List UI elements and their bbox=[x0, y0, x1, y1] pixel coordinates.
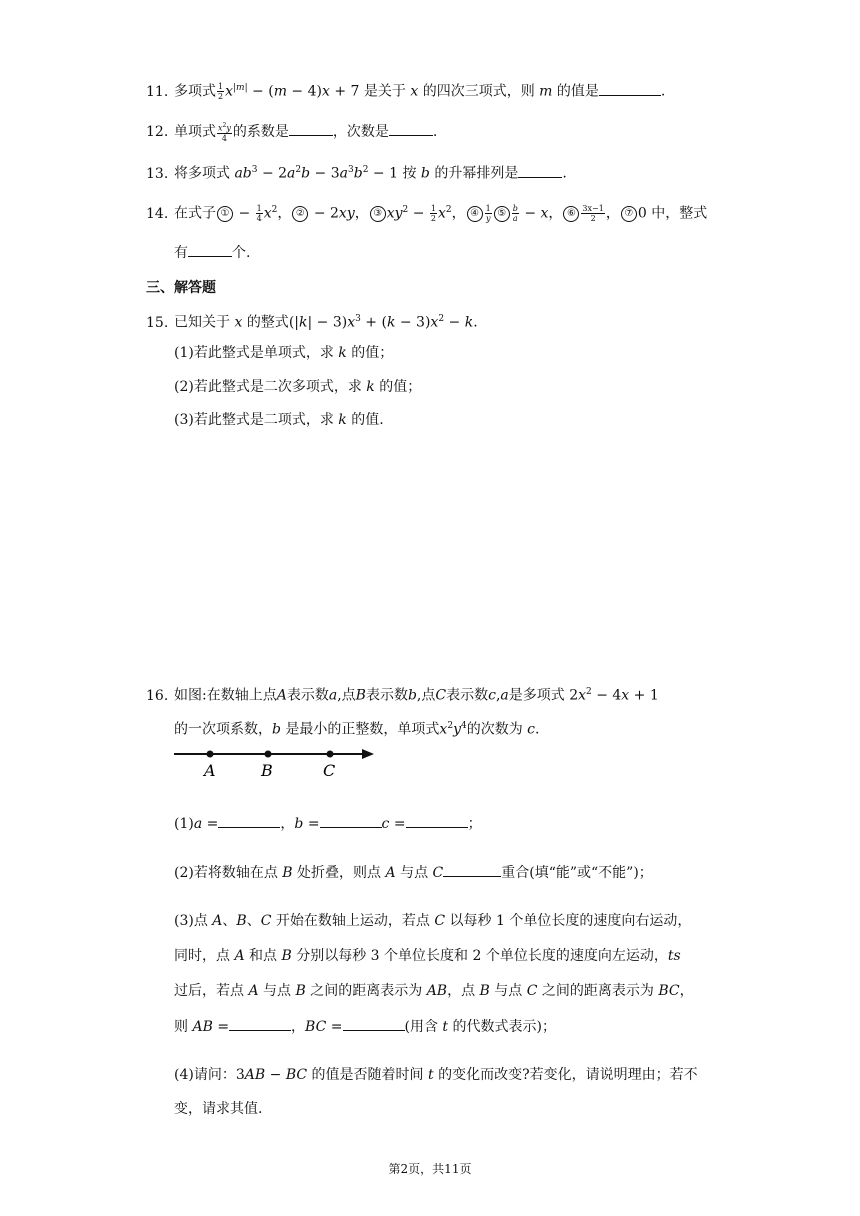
b-blank[interactable] bbox=[320, 813, 382, 828]
coefficient-blank[interactable] bbox=[289, 121, 333, 136]
question-15: 15. 已知关于 x 的整式$(|k| - 3)x^3 + (k - 3)x^2 - k$. bbox=[146, 314, 478, 331]
question-14-line2: 有 个. bbox=[174, 242, 250, 263]
ab-blank[interactable] bbox=[229, 1016, 291, 1031]
question-16-part3-line1: (3)点 A、B、C 开始在数轴上运动，若点 C 以每秒 1 个单位长度的速度向右运动， bbox=[174, 913, 692, 929]
question-11: 11. 多项式 $\frac{1}{2}$ $x^{|m|} - (m - 4)x + 7$ 是关于 x 的四次三项式，则 m 的值是 . bbox=[146, 82, 666, 102]
point-b bbox=[265, 751, 272, 758]
fold-answer-blank[interactable] bbox=[443, 862, 501, 877]
question-15-part2: (2)若此整式是二次多项式，求 k 的值； bbox=[174, 379, 422, 395]
question-16-part4-line2: 变，请求其值. bbox=[174, 1101, 263, 1117]
number-line-figure bbox=[172, 744, 382, 780]
question-16-line2: 的一次项系数，b 是最小的正整数，单项式$x^2y^4$的次数为 c. bbox=[174, 721, 540, 738]
label-a: A bbox=[204, 761, 216, 780]
question-12: 12. 单项式 $\frac{x^2y}{4}$ 的系数是 ，次数是 . bbox=[146, 122, 438, 143]
question-16-part3-line2: 同时，点 A 和点 B 分别以每秒 3 个单位长度和 2 个单位长度的速度向左运动，ts bbox=[174, 948, 681, 964]
label-c: C bbox=[323, 761, 336, 780]
degree-blank[interactable] bbox=[389, 121, 433, 136]
question-13: 13. 将多项式 $ab^3 - 2a^2b - 3a^3b^2 - 1$ 按 b 的升幂排列是 . bbox=[146, 160, 567, 184]
question-16-part1: (1)a = ，b = c = ； bbox=[174, 813, 482, 834]
bc-blank[interactable] bbox=[343, 1016, 405, 1031]
answer-blank[interactable] bbox=[518, 163, 562, 178]
question-16: 16. 如图:在数轴上点A表示数a,点B表示数b,点C表示数c,a是多项式 $2x^2 - 4x + 1$ bbox=[146, 687, 659, 704]
page-footer: 第2页，共11页 bbox=[388, 1162, 472, 1176]
section-heading: 三、解答题 bbox=[146, 280, 216, 296]
label-b: B bbox=[261, 761, 273, 780]
answer-blank[interactable] bbox=[188, 242, 232, 257]
point-a bbox=[207, 751, 214, 758]
question-16-part3-line4: 则 AB = ，BC = (用含 t 的代数式表示)； bbox=[174, 1016, 556, 1037]
question-14: 14. 在式子 ① − $\frac{1}{4}$ $x^2$， ② − 2xy， ③ $xy^2$ − $\frac{1}{2}$ $x^2$， ④ $\frac{1}{y}$ ⑤ $\frac{b}{a}$ − x， ⑥ $\frac{3x-1}{2}$ ， ⑦ 0 中，整式 bbox=[146, 204, 708, 224]
question-16-part3-line3: 过后，若点 A 与点 B 之间的距离表示为 AB，点 B 与点 C 之间的距离表示为 BC， bbox=[174, 983, 694, 999]
arrow-icon bbox=[362, 749, 374, 759]
a-blank[interactable] bbox=[218, 813, 280, 828]
question-15-part3: (3)若此整式是二项式，求 k 的值. bbox=[174, 412, 384, 428]
c-blank[interactable] bbox=[406, 813, 468, 828]
answer-blank[interactable] bbox=[599, 81, 661, 96]
question-15-part1: (1)若此整式是单项式，求 k 的值； bbox=[174, 345, 394, 361]
question-16-part4-line1: (4)请问：3AB − BC 的值是否随着时间 t 的变化而改变?若变化，请说明理由；若不 bbox=[174, 1067, 698, 1083]
question-16-part2: (2)若将数轴在点 B 处折叠，则点 A 与点 C 重合(填“能”或“不能”)； bbox=[174, 862, 653, 883]
point-c bbox=[327, 751, 334, 758]
